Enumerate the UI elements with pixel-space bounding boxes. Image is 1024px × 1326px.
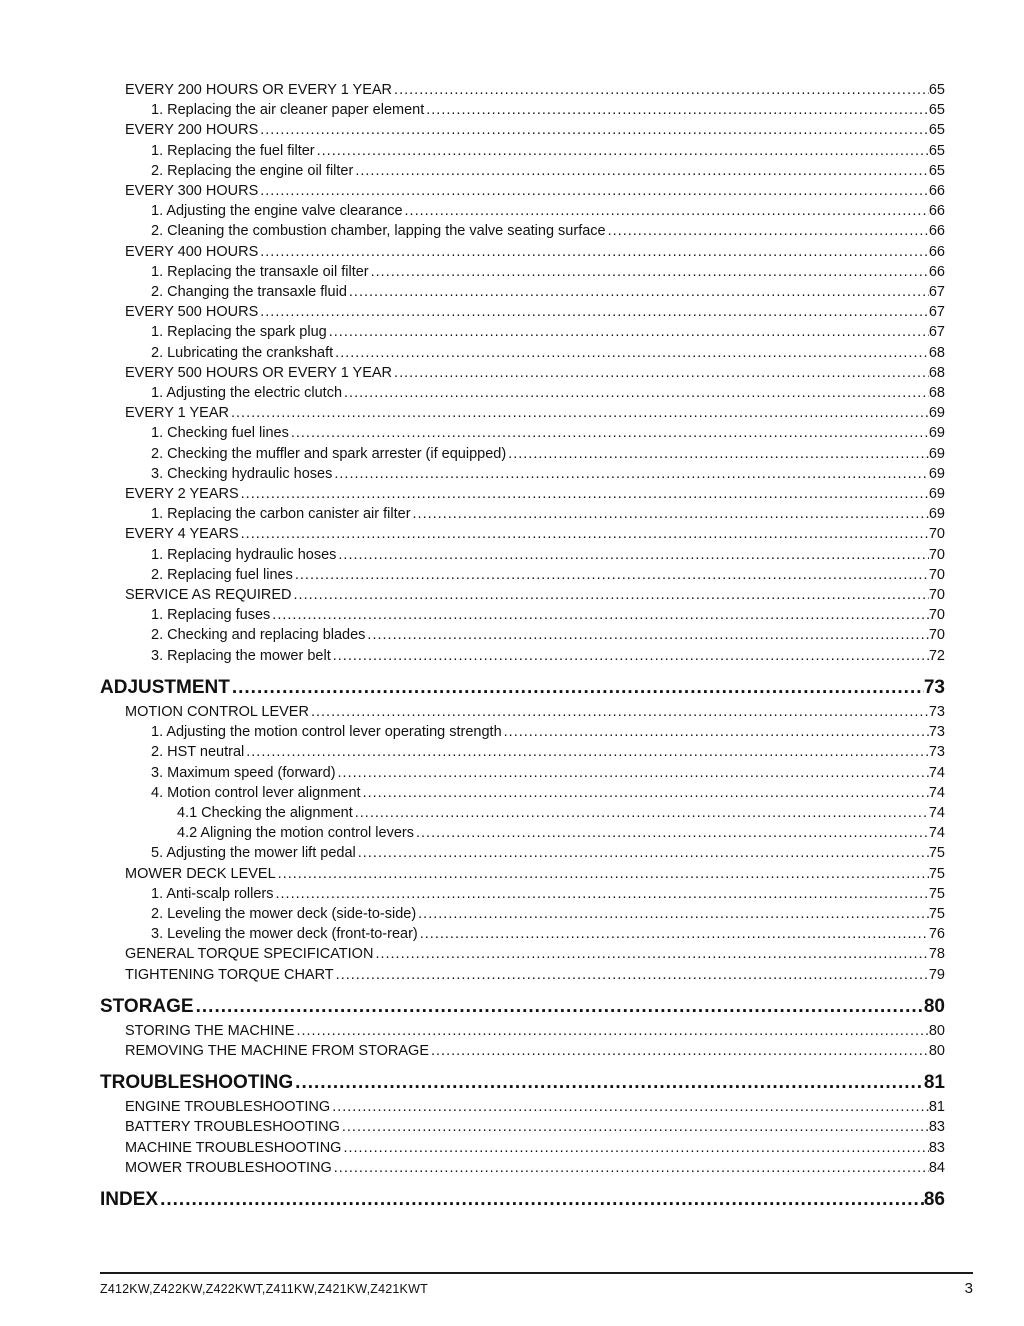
dot-leader xyxy=(355,161,929,181)
toc-entry xyxy=(100,302,945,322)
toc-entry-page-number: 65 xyxy=(928,162,945,179)
toc-entry xyxy=(100,242,945,262)
dot-leader xyxy=(241,484,929,504)
toc-entry-label: 2. HST neutral xyxy=(151,744,245,761)
toc-entry-page-number: 81 xyxy=(928,1099,945,1116)
toc-entry xyxy=(100,1186,945,1214)
toc-entry xyxy=(100,403,945,423)
toc-entry-page-number: 74 xyxy=(928,825,945,842)
toc-entry-page-number: 68 xyxy=(928,364,945,381)
toc-entry xyxy=(100,282,945,302)
toc-entry-label: GENERAL TORQUE SPECIFICATION xyxy=(125,946,374,963)
dot-leader xyxy=(508,444,929,464)
toc-entry-label: 2. Changing the transaxle fluid xyxy=(151,284,347,301)
toc-entry xyxy=(100,1041,945,1061)
toc-entry-page-number: 69 xyxy=(928,486,945,503)
dot-leader xyxy=(504,722,929,742)
toc-entry-page-number: 84 xyxy=(928,1159,945,1176)
toc-entry-page-number: 73 xyxy=(928,724,945,741)
toc-entry-page-number: 83 xyxy=(928,1119,945,1136)
toc-entry xyxy=(100,343,945,363)
toc-entry xyxy=(100,181,945,201)
toc-entry xyxy=(100,864,945,884)
toc-entry-page-number: 69 xyxy=(928,425,945,442)
toc-entry-label: 1. Adjusting the engine valve clearance xyxy=(151,203,403,220)
dot-leader xyxy=(294,585,929,605)
toc-entry-label: TIGHTENING TORQUE CHART xyxy=(125,966,334,983)
toc-entry xyxy=(100,904,945,924)
toc-entry-page-number: 78 xyxy=(928,946,945,963)
toc-entry xyxy=(100,742,945,762)
toc-entry-label: SERVICE AS REQUIRED xyxy=(125,587,292,604)
footer-page-number: 3 xyxy=(964,1280,973,1297)
toc-entry xyxy=(100,1021,945,1041)
toc-entry-page-number: 65 xyxy=(928,102,945,119)
toc-entry-page-number: 65 xyxy=(928,82,945,98)
toc-entry-page-number: 68 xyxy=(928,344,945,361)
toc-entry-page-number: 69 xyxy=(928,465,945,482)
dot-leader xyxy=(260,181,929,201)
toc-entry-label: MOTION CONTROL LEVER xyxy=(125,703,309,720)
toc-entry-page-number: 80 xyxy=(928,1042,945,1059)
toc-entry xyxy=(100,646,945,666)
toc-entry xyxy=(100,884,945,904)
toc-entry-page-number: 69 xyxy=(928,445,945,462)
dot-leader xyxy=(338,545,928,565)
toc-entry-label: 2. Lubricating the crankshaft xyxy=(151,344,334,361)
toc-entry-label: MOWER TROUBLESHOOTING xyxy=(125,1159,332,1176)
dot-leader xyxy=(431,1041,929,1061)
toc-entry-label: 1. Checking fuel lines xyxy=(151,425,289,442)
toc-entry-label: MACHINE TROUBLESHOOTING xyxy=(125,1139,342,1156)
toc-entry-label: 3. Checking hydraulic hoses xyxy=(151,465,333,482)
toc-entry-page-number: 75 xyxy=(928,845,945,862)
toc-entry-label: 2. Replacing fuel lines xyxy=(151,566,293,583)
toc-entry xyxy=(100,1069,945,1097)
dot-leader xyxy=(358,843,929,863)
toc-entry-label: INDEX xyxy=(100,1188,159,1210)
toc-entry xyxy=(100,120,945,140)
toc-entry-label: EVERY 300 HOURS xyxy=(125,183,259,200)
toc-entry-page-number: 76 xyxy=(928,926,945,943)
dot-leader xyxy=(278,864,929,884)
toc-entry-label: ENGINE TROUBLESHOOTING xyxy=(125,1099,331,1116)
toc-entry xyxy=(100,504,945,524)
toc-entry xyxy=(100,722,945,742)
toc-entry-label: 1. Replacing the transaxle oil filter xyxy=(151,263,369,280)
toc-entry-label: 5. Adjusting the mower lift pedal xyxy=(151,845,356,862)
toc-entry xyxy=(100,464,945,484)
toc-entry-label: 1. Replacing the fuel filter xyxy=(151,142,315,159)
toc-entry xyxy=(100,383,945,403)
dot-leader xyxy=(342,1117,929,1137)
dot-leader xyxy=(334,464,929,484)
toc-entry xyxy=(100,444,945,464)
toc-entry-label: EVERY 2 YEARS xyxy=(125,486,239,503)
dot-leader xyxy=(260,302,929,322)
toc-entry-page-number: 70 xyxy=(928,546,945,563)
dot-leader xyxy=(296,1021,928,1041)
page-footer xyxy=(100,1280,973,1297)
dot-leader xyxy=(413,504,929,524)
dot-leader xyxy=(334,1158,929,1178)
dot-leader xyxy=(338,763,929,783)
toc-entry-page-number: 70 xyxy=(928,526,945,543)
toc-entry xyxy=(100,80,945,100)
toc-entry xyxy=(100,803,945,823)
toc-entry-label: BATTERY TROUBLESHOOTING xyxy=(125,1119,340,1136)
toc-entry-label: EVERY 200 HOURS OR EVERY 1 YEAR xyxy=(125,82,393,98)
toc-entry-page-number: 73 xyxy=(923,676,945,698)
dot-leader xyxy=(317,141,929,161)
dot-leader xyxy=(344,383,929,403)
dot-leader xyxy=(349,282,929,302)
dot-leader xyxy=(394,80,929,100)
toc-entry xyxy=(100,702,945,722)
toc-entry-page-number: 65 xyxy=(928,142,945,159)
toc-entry xyxy=(100,423,945,443)
toc-entry-label: 4. Motion control lever alignment xyxy=(151,784,361,801)
toc-entry-page-number: 73 xyxy=(928,744,945,761)
toc-entry xyxy=(100,924,945,944)
toc-entry-label: REMOVING THE MACHINE FROM STORAGE xyxy=(125,1042,429,1059)
dot-leader xyxy=(343,1138,928,1158)
toc-entry-page-number: 70 xyxy=(928,566,945,583)
toc-entry-page-number: 66 xyxy=(928,243,945,260)
toc-entry-label: 3. Replacing the mower belt xyxy=(151,647,331,664)
toc-entry-label: 3. Maximum speed (forward) xyxy=(151,764,336,781)
toc-entry-page-number: 66 xyxy=(928,263,945,280)
toc-entry-page-number: 74 xyxy=(928,784,945,801)
toc-entry-label: 2. Checking and replacing blades xyxy=(151,627,366,644)
dot-leader xyxy=(355,803,929,823)
dot-leader xyxy=(363,783,929,803)
toc-entry xyxy=(100,763,945,783)
dot-leader xyxy=(246,742,929,762)
toc-entry-page-number: 66 xyxy=(928,223,945,240)
dot-leader xyxy=(232,674,924,702)
dot-leader xyxy=(311,702,929,722)
toc-entry-label: 2. Checking the muffler and spark arrester (if equipped) xyxy=(151,445,507,462)
toc-entry-page-number: 75 xyxy=(928,885,945,902)
toc-entry-label: EVERY 4 YEARS xyxy=(125,526,239,543)
toc-entry-page-number: 65 xyxy=(928,122,945,139)
dot-leader xyxy=(418,904,929,924)
toc-entry-label: 1. Replacing the carbon canister air filter xyxy=(151,506,411,523)
toc-entry xyxy=(100,100,945,120)
footer-divider xyxy=(100,1272,973,1274)
toc-entry-label: 1. Anti-scalp rollers xyxy=(151,885,274,902)
dot-leader xyxy=(291,423,929,443)
toc-entry xyxy=(100,585,945,605)
toc-entry-label: ADJUSTMENT xyxy=(100,676,230,698)
dot-leader xyxy=(196,993,924,1021)
toc-entry-label: MOWER DECK LEVEL xyxy=(125,865,276,882)
dot-leader xyxy=(335,343,929,363)
dot-leader xyxy=(367,625,928,645)
toc-entry-label: 3. Leveling the mower deck (front-to-rear) xyxy=(151,926,418,943)
toc-entry-page-number: 75 xyxy=(928,865,945,882)
toc-entry-label: 2. Cleaning the combustion chamber, lapping the valve seating surface xyxy=(151,223,606,240)
dot-leader xyxy=(420,924,929,944)
dot-leader xyxy=(231,403,929,423)
toc-entry xyxy=(100,1117,945,1137)
toc-entry-page-number: 66 xyxy=(928,183,945,200)
toc-entry-page-number: 70 xyxy=(928,587,945,604)
toc-entry-label: EVERY 500 HOURS xyxy=(125,304,259,321)
toc-entry-label: EVERY 200 HOURS xyxy=(125,122,259,139)
toc-entry-page-number: 74 xyxy=(928,804,945,821)
toc-entry xyxy=(100,262,945,282)
dot-leader xyxy=(371,262,929,282)
toc-entry-page-number: 86 xyxy=(923,1188,945,1210)
dot-leader xyxy=(276,884,929,904)
toc-entry-page-number: 72 xyxy=(928,647,945,664)
dot-leader xyxy=(332,1097,929,1117)
toc-entry-label: STORING THE MACHINE xyxy=(125,1022,295,1039)
dot-leader xyxy=(394,363,929,383)
toc-entry-page-number: 67 xyxy=(928,284,945,301)
toc-entry xyxy=(100,843,945,863)
dot-leader xyxy=(295,1069,924,1097)
toc-entry xyxy=(100,141,945,161)
dot-leader xyxy=(608,221,929,241)
toc-entry-label: EVERY 500 HOURS OR EVERY 1 YEAR xyxy=(125,364,393,381)
toc-entry-page-number: 67 xyxy=(928,304,945,321)
dot-leader xyxy=(260,120,929,140)
toc-entry-page-number: 73 xyxy=(928,703,945,720)
toc-entry xyxy=(100,1097,945,1117)
toc-entry-label: STORAGE xyxy=(100,995,194,1017)
toc-entry-page-number: 70 xyxy=(928,627,945,644)
toc-entry-page-number: 74 xyxy=(928,764,945,781)
toc-entry-label: 4.2 Aligning the motion control levers xyxy=(177,825,414,842)
toc-entry-label: 2. Replacing the engine oil filter xyxy=(151,162,354,179)
dot-leader xyxy=(272,605,929,625)
toc-entry-label: EVERY 400 HOURS xyxy=(125,243,259,260)
toc-entry-page-number: 81 xyxy=(923,1072,945,1094)
toc-entry-label: 1. Adjusting the motion control lever operating strength xyxy=(151,724,502,741)
toc-entry-page-number: 75 xyxy=(928,905,945,922)
dot-leader xyxy=(426,100,929,120)
toc-entry xyxy=(100,1138,945,1158)
toc-entry xyxy=(100,545,945,565)
toc-entry xyxy=(100,565,945,585)
toc-entry xyxy=(100,524,945,544)
toc-entry-label: TROUBLESHOOTING xyxy=(100,1072,294,1094)
toc-entry xyxy=(100,965,945,985)
dot-leader xyxy=(295,565,929,585)
toc-entry-page-number: 69 xyxy=(928,506,945,523)
toc-entry xyxy=(100,161,945,181)
toc-entry-page-number: 70 xyxy=(928,607,945,624)
table-of-contents xyxy=(100,80,945,1214)
toc-entry xyxy=(100,1158,945,1178)
toc-entry-page-number: 80 xyxy=(928,1022,945,1039)
footer-model-list: Z412KW,Z422KW,Z422KWT,Z411KW,Z421KW,Z421KWT xyxy=(100,1282,428,1296)
toc-entry-page-number: 80 xyxy=(923,995,945,1017)
dot-leader xyxy=(333,646,929,666)
toc-entry-label: 1. Replacing hydraulic hoses xyxy=(151,546,337,563)
toc-entry xyxy=(100,674,945,702)
toc-entry xyxy=(100,221,945,241)
toc-entry xyxy=(100,484,945,504)
dot-leader xyxy=(336,965,929,985)
dot-leader xyxy=(160,1186,924,1214)
dot-leader xyxy=(416,823,929,843)
toc-entry xyxy=(100,823,945,843)
toc-entry xyxy=(100,322,945,342)
toc-entry-label: 1. Replacing the spark plug xyxy=(151,324,327,341)
toc-entry xyxy=(100,783,945,803)
toc-entry-page-number: 68 xyxy=(928,385,945,402)
toc-entry xyxy=(100,605,945,625)
toc-entry-label: 1. Replacing the air cleaner paper element xyxy=(151,102,425,119)
toc-entry xyxy=(100,201,945,221)
toc-entry-label: EVERY 1 YEAR xyxy=(125,405,229,422)
toc-entry xyxy=(100,363,945,383)
toc-entry-label: 4.1 Checking the alignment xyxy=(177,804,353,821)
toc-entry xyxy=(100,625,945,645)
dot-leader xyxy=(329,322,929,342)
toc-entry-label: 2. Leveling the mower deck (side-to-side) xyxy=(151,905,417,922)
toc-entry-label: 1. Replacing fuses xyxy=(151,607,271,624)
dot-leader xyxy=(375,944,928,964)
toc-entry-page-number: 66 xyxy=(928,203,945,220)
dot-leader xyxy=(241,524,929,544)
toc-entry-page-number: 79 xyxy=(928,966,945,983)
dot-leader xyxy=(405,201,929,221)
toc-entry-page-number: 83 xyxy=(928,1139,945,1156)
toc-entry-label: 1. Adjusting the electric clutch xyxy=(151,385,343,402)
toc-entry xyxy=(100,944,945,964)
toc-entry-page-number: 69 xyxy=(928,405,945,422)
toc-entry-page-number: 67 xyxy=(928,324,945,341)
dot-leader xyxy=(260,242,929,262)
toc-entry xyxy=(100,993,945,1021)
